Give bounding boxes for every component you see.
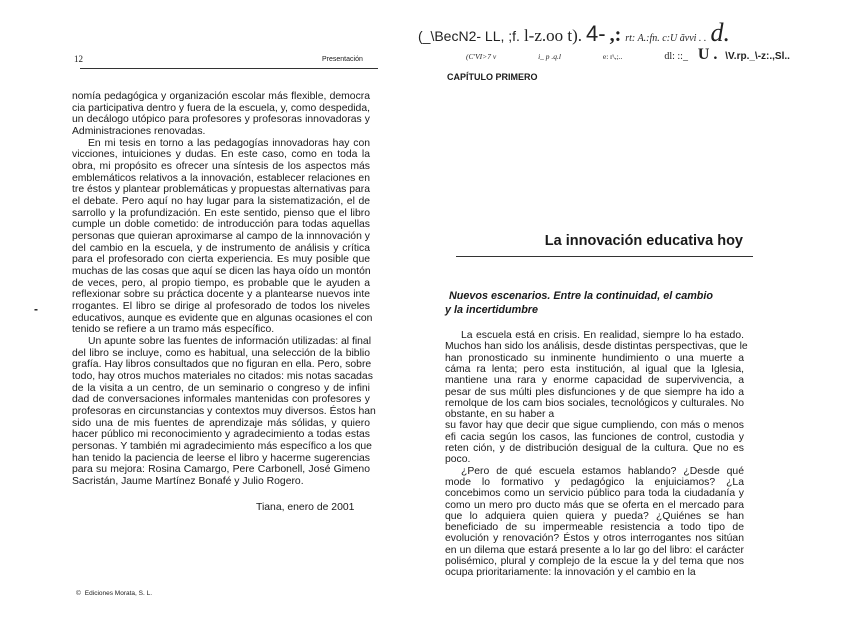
text-line: concebimos como un servicio público para toda la ciudadanía y	[445, 488, 744, 500]
section-heading-line-1: Nuevos escenarios. Entre la continuidad, el cambio	[449, 290, 714, 302]
text-line: educativos, aunque es evidente que en algunas ocasiones el con	[72, 312, 373, 324]
text-line: en un dilema que estará presente a lo lar go del libro: el carácter	[445, 544, 744, 556]
page-number: 12	[74, 54, 83, 64]
text-line: La escuela está en crisis. En realidad, siempre lo ha estado.	[461, 330, 744, 341]
text-line: grafía. Hay libros consultados que no figuran en ella. Pero, sobre	[72, 359, 372, 371]
text-line: En mi tesis en torno a las pedagogías innovadoras hay con	[88, 137, 370, 149]
text-line: sarrollo y la profundización. En este sentido, pienso que el libro	[72, 207, 370, 219]
copyright-line	[76, 590, 152, 597]
text-line: de veces, pero, al propio tiempo, es probable que le ayuden a	[72, 277, 370, 289]
text-line: del cambio en la escuela, y de instrumento de análisis y crítica	[72, 242, 370, 254]
text-line: el debate. Pero aquí no hay lugar para la sistematización, el de	[72, 196, 370, 208]
garble-fragment: (_\BecN2- LL, ;f.	[418, 28, 520, 44]
garble-fragment: e: r\,;..	[602, 52, 623, 61]
text-line: emblemáticos relativos a la innovación, establecer relaciones en	[72, 172, 370, 184]
text-line: para el profesorado con cierta experiencia. Es muy posible que	[72, 254, 370, 266]
text-line: tenido se refiere a un tramo más específico.	[72, 324, 275, 336]
text-line: han tenido la paciencia de leerse el libro y hacerme sugerencias	[72, 452, 370, 464]
copyright-icon: ©	[76, 590, 81, 597]
text-line: reflexionar sobre su práctica docente y a plantearse nuevos inte	[72, 289, 370, 301]
garble-fragment: 4-	[586, 21, 606, 46]
copyright-text: Ediciones Morata, S. L.	[84, 590, 152, 597]
text-line: mantiene una rara y enorme capacidad de supervivencia, a	[445, 375, 744, 387]
signature-line: Tiana, enero de 2001	[256, 502, 355, 513]
text-line: pesar de sus múlti ples disfunciones y de que siempre ha ido a	[445, 386, 744, 398]
text-line: para su mejora: Rosina Camargo, Pere Carbonell, José Gimeno	[72, 464, 370, 476]
text-line: de la visita a un centro, de un seminario o congreso y de infini	[72, 382, 370, 394]
garble-fragment: d.	[710, 18, 730, 47]
garbled-header-line-1	[418, 18, 730, 48]
garble-fragment: dl: ::_	[664, 51, 688, 62]
chapter-label: CAPÍTULO PRIMERO	[447, 72, 538, 82]
text-line: obra, mi propósito es ofrecer una síntesis de los aspectos más	[72, 161, 370, 173]
text-line: Un apunte sobre las fuentes de información utilizadas: al final	[88, 336, 372, 348]
garble-fragment: i_ p .q.l	[538, 52, 561, 61]
text-line: hacer público mi reconocimiento y agradecimiento a todas estas	[72, 429, 370, 441]
text-line: obstante, en su haber a	[445, 409, 555, 421]
text-line: sido una de mis fuentes de aprendizaje más sólidas, y quiero	[72, 417, 370, 429]
header-rule	[80, 68, 378, 69]
margin-mark: -	[34, 302, 38, 316]
garbled-header-line-2	[466, 46, 790, 64]
text-line: beneficiado de su impermeable resistencia a todo tipo de	[445, 522, 744, 534]
text-line: muchas de las cosas que aquí se dicen las haya oído un montón	[72, 266, 371, 278]
garble-fragment: (C'VI>7 v	[466, 52, 497, 61]
text-line: efi cacia según los casos, las funciones de control, custodia y	[445, 431, 744, 443]
text-line: cáma ra lenta; pero esta institución, al igual que la Iglesia,	[445, 363, 744, 375]
chapter-title: La innovación educativa hoy	[544, 233, 743, 249]
running-head: Presentación	[322, 56, 363, 63]
text-line: ocupa prioritariamente: la innovación y el cambio en la	[445, 567, 696, 579]
text-line: un decálogo utópico para profesores y profesoras innovadoras y	[72, 114, 370, 126]
text-line: Muchos han sido los análisis, desde distintas perspectivas, que le	[445, 341, 748, 353]
text-line: personas que quieran aproximarse al campo de la innnovación y	[72, 231, 370, 243]
text-line: su favor hay que decir que sigue cumpliendo, con más o menos	[445, 420, 744, 432]
text-line: cumple un doble cometido: de introducción para todas aquellas	[72, 219, 370, 231]
text-line: vicciones, intuiciones y dudas. En este caso, como en toda la	[72, 149, 370, 161]
text-line: polisémico, plural y complejo de la escue la y del tema que nos	[445, 556, 744, 567]
text-line: han pronosticado su inminente hundimiento o una muerte a	[445, 352, 744, 364]
text-line: todo, hay otros muchos materiales no citados: mis notas sacadas	[72, 371, 373, 383]
text-line: como un mero pro ducto más que se oferta en el mercado para	[445, 499, 744, 511]
text-line: poco.	[445, 454, 471, 466]
title-rule	[456, 256, 753, 257]
garble-fragment: rt: A.:fn. c:U ãvvi . .	[625, 33, 707, 44]
garble-fragment: \V.rp._\-z:.,Sl..	[725, 51, 790, 62]
text-line: nomía pedagógica y organización escolar más flexible, democra	[72, 91, 370, 102]
text-line: cia participativa dentro y fuera de la escuela, y, como despedida,	[72, 102, 370, 114]
garble-fragment: l-z.oo t).	[523, 26, 583, 45]
text-line: rrogantes. El libro se dirige al profesorado de todos los niveles	[72, 301, 370, 313]
text-line: reten ción, y de distribución desigual de la cultura. Que no es	[445, 443, 744, 454]
section-heading-line-2: y la incertidumbre	[445, 304, 539, 316]
text-line: que lo adquiera quien quiera y pueda? ¿Quiénes se han	[445, 510, 744, 522]
text-line: del libro se incluye, como es habitual, una selección de la biblio	[72, 347, 370, 359]
text-line: evolución y renovación? Éstos y otros interrogantes nos sitúan	[445, 533, 744, 545]
text-line: Administraciones renovadas.	[72, 126, 206, 137]
text-line: dad de conversaciones informales mantenidas con profesores y	[72, 394, 370, 406]
text-line: Sacristán, Jaume Martínez Bonafé y Julio Rogero.	[72, 476, 304, 488]
text-line: mode lo formativo y pedagógico la enjuiciamos? ¿La	[445, 476, 744, 488]
text-line: profesoras en circunstancias y contextos muy diversos. Éstos han	[72, 406, 376, 418]
text-line: tre éstos y plantear problemáticas y propuestas alternativas para	[72, 184, 371, 196]
text-line: personas. Y también mi agradecimiento más específico a los que	[72, 441, 372, 453]
text-line: remolque de los cam bios sociales, tecnológicos y culturales. No	[445, 397, 744, 409]
garble-fragment: ,:	[609, 24, 622, 46]
garble-fragment: U .	[697, 46, 718, 63]
text-line: ¿Pero de qué escuela estamos hablando? ¿Desde qué	[461, 465, 744, 477]
